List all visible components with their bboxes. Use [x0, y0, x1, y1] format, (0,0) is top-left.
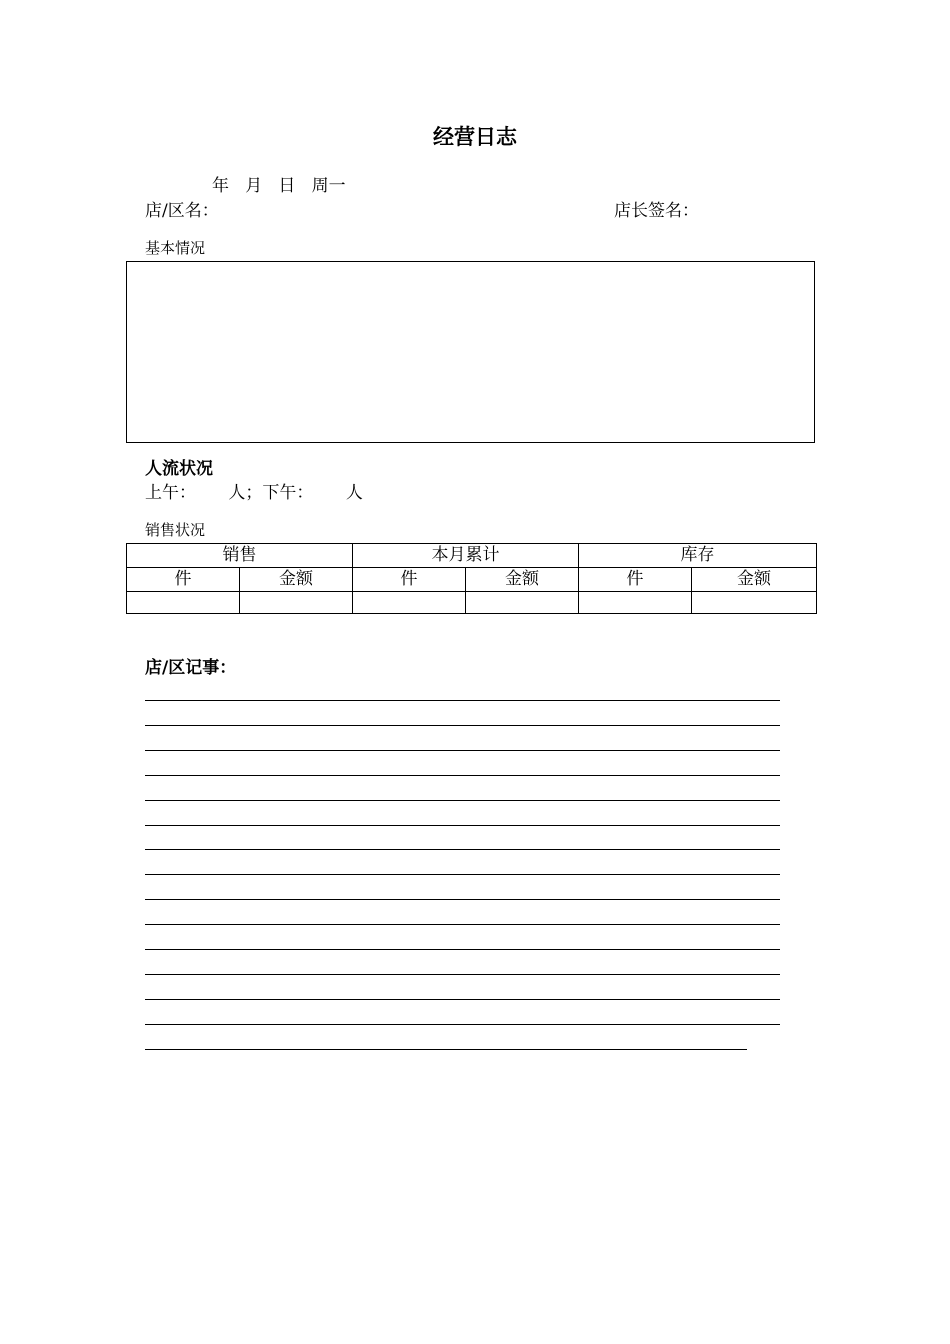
notes-rule-line[interactable]: [145, 974, 780, 975]
sales-group-header: 库存: [579, 544, 817, 568]
sales-data-row: [127, 592, 817, 614]
sales-cell[interactable]: [240, 592, 353, 614]
notes-rule-line[interactable]: [145, 924, 780, 925]
sales-cell[interactable]: [466, 592, 579, 614]
sales-cell[interactable]: [353, 592, 466, 614]
sales-subheader: 金额: [240, 568, 353, 592]
basic-situation-heading: 基本情况: [145, 239, 206, 257]
sales-subheader: 件: [353, 568, 466, 592]
notes-rule-line[interactable]: [145, 800, 780, 801]
notes-rule-line[interactable]: [145, 825, 780, 826]
notes-rule-line[interactable]: [145, 700, 780, 701]
page-title: 经营日志: [433, 125, 517, 149]
sales-cell[interactable]: [127, 592, 240, 614]
notes-rule-line[interactable]: [145, 949, 780, 950]
notes-rule-line[interactable]: [145, 849, 780, 850]
notes-rule-line[interactable]: [145, 750, 780, 751]
sales-subheader-row: [127, 568, 817, 592]
notes-rule-line[interactable]: [145, 775, 780, 776]
sales-group-header: 本月累计: [353, 544, 579, 568]
notes-rule-line[interactable]: [145, 874, 780, 875]
notes-heading: 店/区记事：: [145, 658, 237, 678]
store-name-label: 店/区名：: [145, 201, 219, 221]
sales-cell[interactable]: [579, 592, 692, 614]
manager-signature-label: 店长签名：: [614, 201, 699, 221]
sales-group-header-row: [127, 544, 817, 568]
sales-heading: 销售状况: [145, 521, 206, 539]
sales-cell[interactable]: [692, 592, 817, 614]
notes-rule-line[interactable]: [145, 899, 780, 900]
sales-subheader: 件: [127, 568, 240, 592]
sales-table: [126, 543, 817, 614]
notes-rule-line[interactable]: [145, 725, 780, 726]
traffic-heading: 人流状况: [145, 459, 213, 479]
sales-subheader: 金额: [466, 568, 579, 592]
sales-subheader: 件: [579, 568, 692, 592]
sales-subheader: 金额: [692, 568, 817, 592]
sales-group-header: 销售: [127, 544, 353, 568]
notes-rule-line[interactable]: [145, 1049, 747, 1050]
basic-situation-box: [126, 261, 815, 443]
traffic-line: 上午： 人；下午： 人: [145, 483, 363, 503]
date-line: 年 月 日 周一: [212, 176, 346, 196]
notes-rule-line[interactable]: [145, 1024, 780, 1025]
notes-rule-line[interactable]: [145, 999, 780, 1000]
